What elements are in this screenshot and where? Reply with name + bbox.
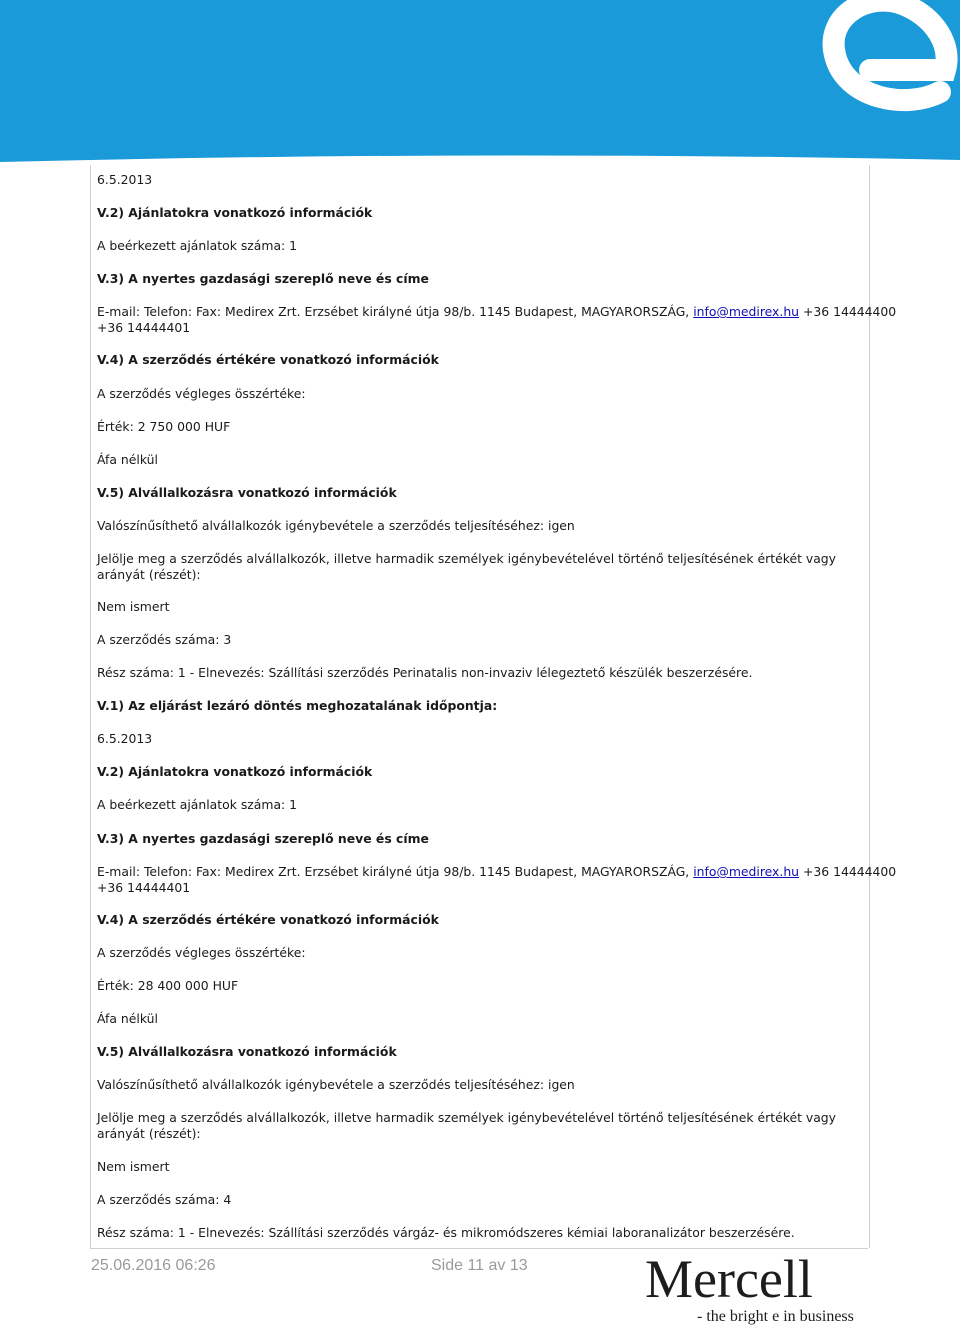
- offers-count: A beérkezett ajánlatok száma: 1: [97, 238, 298, 253]
- contact-fax: +36 14444401: [97, 880, 191, 895]
- contact-address: E-mail: Telefon: Fax: Medirex Zrt. Erzsébet királyné útja 98/b. 1145 Budapest, MAGYARORSZÁG,: [97, 864, 690, 879]
- contract-total-label: A szerződés végleges összértéke:: [97, 945, 306, 960]
- contact-line: [97, 864, 897, 880]
- section-heading: V.2) Ajánlatokra vonatkozó információk: [97, 764, 373, 779]
- section-heading: V.5) Alvállalkozásra vonatkozó információk: [97, 1044, 397, 1059]
- section-heading: V.2) Ajánlatokra vonatkozó információk: [97, 205, 373, 220]
- contact-phone: +36 14444400: [803, 304, 897, 319]
- vat-note: Áfa nélkül: [97, 452, 158, 467]
- date-text: 6.5.2013: [97, 731, 153, 746]
- logo-tagline: - the bright e in business: [697, 1308, 854, 1325]
- contract-value: Érték: 2 750 000 HUF: [97, 419, 231, 434]
- contact-fax: +36 14444401: [97, 320, 191, 335]
- subcontractor-note: Valószínűsíthető alvállalkozók igénybevétele a szerződés teljesítéséhez: igen: [97, 518, 575, 533]
- vat-note: Áfa nélkül: [97, 1011, 158, 1026]
- contract-total-label: A szerződés végleges összértéke:: [97, 386, 306, 401]
- part-description: Rész száma: 1 - Elnevezés: Szállítási szerződés várgáz- és mikromódszeres kémiai laboranalizátor beszerzésére.: [97, 1225, 795, 1240]
- mercell-logo: Mercell: [645, 1249, 813, 1309]
- email-link[interactable]: info@medirex.hu: [693, 864, 800, 879]
- section-heading: V.4) A szerződés értékére vonatkozó információk: [97, 352, 439, 367]
- part-description: Rész száma: 1 - Elnevezés: Szállítási szerződés Perinatalis non-invaziv lélegeztető készülék beszerzésére.: [97, 665, 753, 680]
- subcontractor-question: Jelölje meg a szerződés alvállalkozók, illetve harmadik személyek igénybevételével történő teljesítésének értékét vagy arányát (részét):: [97, 551, 836, 582]
- subcontractor-note: Valószínűsíthető alvállalkozók igénybevétele a szerződés teljesítéséhez: igen: [97, 1077, 575, 1092]
- offers-count: A beérkezett ajánlatok száma: 1: [97, 797, 298, 812]
- footer-page-number: Side 11 av 13: [431, 1257, 528, 1274]
- section-heading: V.3) A nyertes gazdasági szereplő neve és címe: [97, 271, 429, 286]
- contract-number: A szerződés száma: 4: [97, 1192, 232, 1207]
- unknown-text: Nem ismert: [97, 1159, 170, 1174]
- section-heading: V.1) Az eljárást lezáró döntés meghozatalának időpontja:: [97, 698, 498, 713]
- email-link[interactable]: info@medirex.hu: [693, 304, 800, 319]
- unknown-text: Nem ismert: [97, 599, 170, 614]
- subcontractor-question: Jelölje meg a szerződés alvállalkozók, illetve harmadik személyek igénybevételével történő teljesítésének értékét vagy arányát (részét):: [97, 1110, 836, 1141]
- section-heading: V.4) A szerződés értékére vonatkozó információk: [97, 912, 439, 927]
- date-text: 6.5.2013: [97, 172, 153, 187]
- contact-line: [97, 304, 897, 320]
- contract-value: Érték: 28 400 000 HUF: [97, 978, 239, 993]
- contract-number: A szerződés száma: 3: [97, 632, 232, 647]
- footer-date: 25.06.2016 06:26: [91, 1257, 216, 1274]
- contact-phone: +36 14444400: [803, 864, 897, 879]
- top-banner: [0, 0, 960, 165]
- section-heading: V.3) A nyertes gazdasági szereplő neve és címe: [97, 831, 429, 846]
- section-heading: V.5) Alvállalkozásra vonatkozó információk: [97, 485, 397, 500]
- contact-address: E-mail: Telefon: Fax: Medirex Zrt. Erzsébet királyné útja 98/b. 1145 Budapest, MAGYARORSZÁG,: [97, 304, 690, 319]
